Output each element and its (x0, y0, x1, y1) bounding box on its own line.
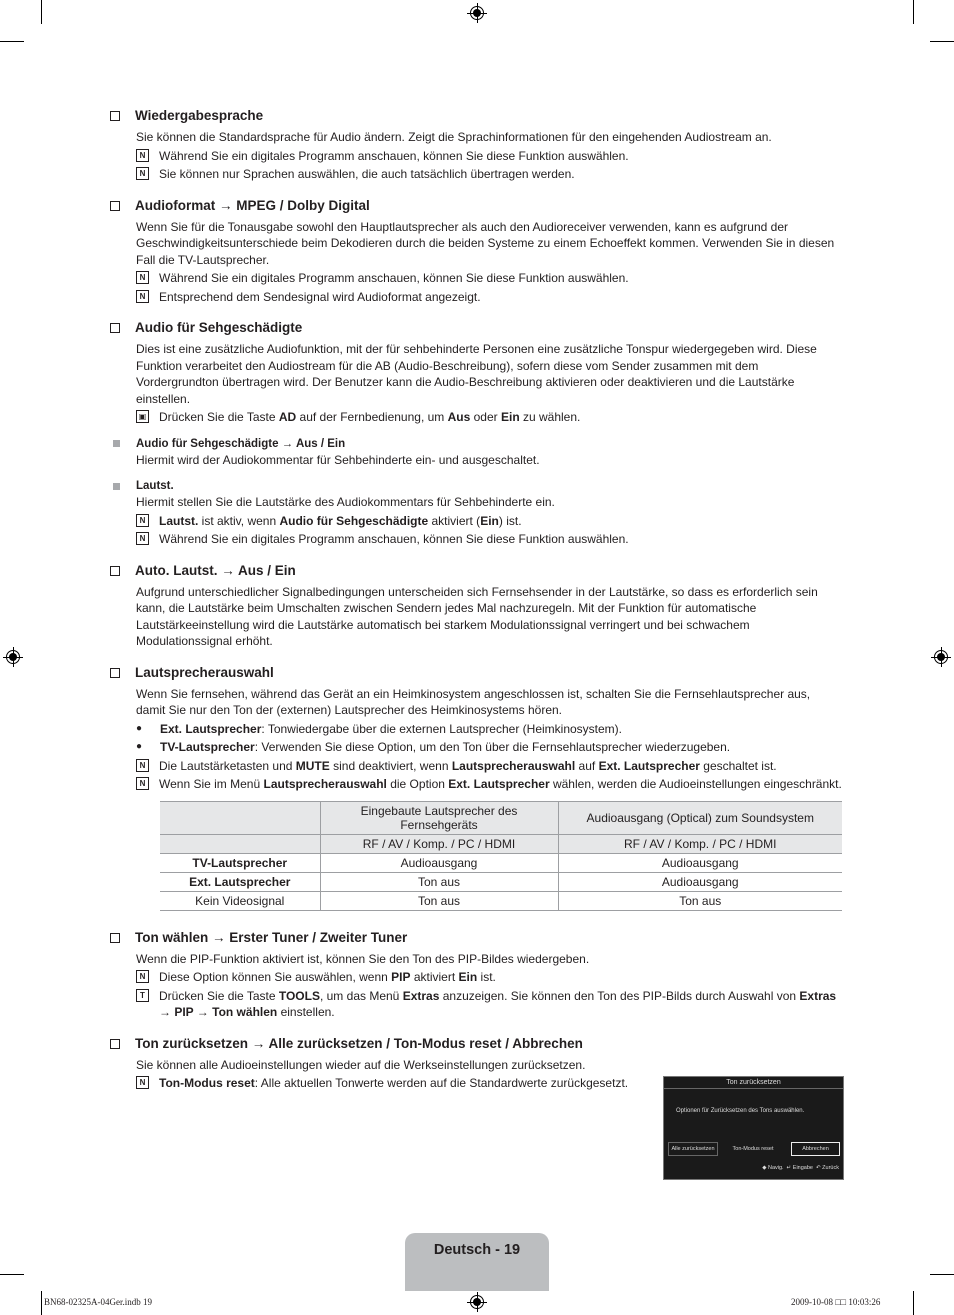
osd-message: Optionen für Zurücksetzen des Tons auswählen. (676, 1108, 805, 1114)
table-header-cell: Audioausgang (Optical) zum Soundsystem (558, 801, 842, 834)
section-body: Sie können die Standardsprache für Audio ändern. Zeigt die Sprachinformationen für den eingehenden Audiostream an. (136, 130, 772, 144)
section-heading: Wiedergabesprache (110, 107, 842, 125)
note: N Während Sie ein digitales Programm anschauen, können Sie diese Funktion auswählen. (136, 148, 842, 165)
checkbox-icon (110, 668, 120, 678)
note: N Die Lautstärketasten und MUTE sind deaktiviert, wenn Lautsprecherauswahl auf Ext. Lautsprecher geschaltet ist. (136, 758, 842, 775)
table-row (160, 891, 842, 910)
table-row-label: Ext. Lautsprecher (160, 872, 320, 891)
section-auto-lautst (110, 562, 842, 650)
osd-reset-all-button[interactable]: Alle zurücksetzen (668, 1142, 718, 1156)
note: N Wenn Sie im Menü Lautsprecherauswahl die Option Ext. Lautsprecher wählen, werden die Audioeinstellungen eingeschränkt. (136, 776, 842, 793)
note: N Sie können nur Sprachen auswählen, die auch tatsächlich übertragen werden. (136, 166, 842, 183)
subsection-heading: Audio für Sehgeschädigte → Aus / Ein (110, 436, 842, 452)
note-icon: N (136, 149, 149, 162)
note: N Lautst. ist aktiv, wenn Audio für Sehgeschädigte aktiviert (Ein) ist. (136, 513, 842, 530)
note-icon: N (136, 290, 149, 303)
note: N Entsprechend dem Sendesignal wird Audioformat angezeigt. (136, 289, 842, 306)
crop-mark (930, 41, 954, 42)
table-cell: Audioausgang (558, 872, 842, 891)
registration-mark-icon (467, 3, 487, 23)
subsection-body: Hiermit wird der Audiokommentar für Sehbehinderte ein- und ausgeschaltet. (136, 452, 540, 467)
note-icon: N (136, 532, 149, 545)
note-icon: N (136, 759, 149, 772)
section-audio-sehgeschaedigte (110, 319, 842, 548)
tools-icon: T (136, 989, 149, 1002)
subsection-heading: Lautst. (110, 478, 842, 494)
bullet-item: ● Ext. Lautsprecher: Tonwiedergabe über die externen Lautsprecher (Heimkinosystem). (136, 721, 623, 736)
checkbox-icon (110, 201, 120, 211)
table-subheader-cell: RF / AV / Komp. / PC / HDMI (320, 834, 558, 853)
note: N Während Sie ein digitales Programm anschauen, können Sie diese Funktion auswählen. (136, 531, 842, 548)
square-bullet-icon (113, 440, 120, 447)
table-row (160, 853, 842, 872)
section-ton-zuruecksetzen (110, 1035, 640, 1092)
osd-sound-mode-reset-button[interactable]: Ton-Modus reset (728, 1142, 778, 1156)
subsection-body: Hiermit stellen Sie die Lautstärke des Audiokommentars für Sehbehinderte ein. (136, 495, 555, 509)
crop-mark (41, 1291, 42, 1315)
section-audioformat (110, 197, 842, 306)
note-icon: N (136, 1076, 149, 1089)
osd-title: Ton zurücksetzen (726, 1079, 781, 1086)
section-wiedergabesprache (110, 107, 842, 183)
osd-navigation-hints: ◆ Navig. ↵ Eingabe ↶ Zurück (762, 1165, 839, 1171)
crop-mark (0, 1274, 24, 1275)
section-body: Wenn Sie für die Tonausgabe sowohl den Hauptlautsprecher als auch den Audioreceiver verwenden, kann es aufgrund der Geschwindigkeitsunterschiede beim Dekodieren durch die beiden Systeme zu einem Echoeffekt kommen. Verwenden Sie in diesen Fall die TV-Lautsprecher. (136, 219, 835, 267)
note-icon: N (136, 167, 149, 180)
checkbox-icon (110, 566, 120, 576)
table-row-label: Kein Videosignal (160, 891, 320, 910)
checkbox-icon (110, 111, 120, 121)
note: N Ton-Modus reset: Alle aktuellen Tonwerte werden auf die Standardwerte zurückgesetzt. (136, 1075, 640, 1092)
bullet-item: ● TV-Lautsprecher: Verwenden Sie diese Option, um den Ton über die Fernsehlautsprecher wiederzugeben. (136, 740, 731, 754)
section-heading: Ton wählen → Erster Tuner / Zweiter Tuner (110, 929, 842, 947)
table-subheader-cell: RF / AV / Komp. / PC / HDMI (558, 834, 842, 853)
table-row (160, 872, 842, 891)
note: T Drücken Sie die Taste TOOLS, um das Menü Extras anzuzeigen. Sie können den Ton des PIP-Bilds durch Auswahl von Extras → PIP → Ton wählen einstellen. (136, 988, 842, 1021)
note-icon: N (136, 970, 149, 983)
table-cell: Ton aus (320, 891, 558, 910)
checkbox-icon (110, 933, 120, 943)
section-lautsprecherauswahl (110, 664, 842, 911)
section-body: Wenn die PIP-Funktion aktiviert ist, können Sie den Ton des PIP-Bildes wiedergeben. (136, 951, 590, 966)
footer-timestamp: 2009-10-08 □□ 10:03:26 (791, 1297, 881, 1307)
subsection (110, 478, 842, 548)
crop-mark (913, 0, 914, 24)
checkbox-icon (110, 323, 120, 333)
note-icon: N (136, 777, 149, 790)
section-body: Dies ist eine zusätzliche Audiofunktion, mit der für sehbehinderte Personen eine zusätzliche Tonspur wiedergegeben wird. Diese Funktion verarbeitet den Audiostream für die AB (Audio-Beschreibung), sofern diese vom Sender zusammen mit dem Vordergrundton übertragen wird. Der Benutzer kann die Audio-Beschreibung aktivieren oder deaktivieren und die Lautstärke einstellen. (136, 342, 817, 406)
table-corner-cell (160, 801, 320, 834)
note: ▣ Drücken Sie die Taste AD auf der Fernbedienung, um Aus oder Ein zu wählen. (136, 409, 842, 426)
checkbox-icon (110, 1039, 120, 1049)
page-number: Deutsch - 19 (433, 1242, 521, 1258)
section-heading: Lautsprecherauswahl (110, 664, 842, 682)
table-cell: Ton aus (320, 872, 558, 891)
note-icon: N (136, 271, 149, 284)
crop-mark (0, 41, 24, 42)
crop-mark (930, 1274, 954, 1275)
table-cell: Audioausgang (320, 853, 558, 872)
section-heading: Ton zurücksetzen → Alle zurücksetzen / Ton-Modus reset / Abbrechen (110, 1035, 640, 1053)
note-icon: N (136, 514, 149, 527)
section-body: Sie können alle Audioeinstellungen wieder auf die Werkseinstellungen zurücksetzen. (136, 1057, 586, 1072)
remote-icon: ▣ (136, 410, 149, 423)
table-cell: Ton aus (558, 891, 842, 910)
osd-screenshot (663, 1076, 844, 1180)
page-number-box (405, 1233, 549, 1291)
crop-mark (41, 0, 42, 24)
note: N Diese Option können Sie auswählen, wenn PIP aktiviert Ein ist. (136, 969, 842, 986)
table-corner-cell (160, 834, 320, 853)
subsection (110, 436, 842, 469)
table-row-label: TV-Lautsprecher (160, 853, 320, 872)
table-header-cell: Eingebaute Lautsprecher des Fernsehgeräts (320, 801, 558, 834)
section-body: Wenn Sie fernsehen, während das Gerät an ein Heimkinosystem angeschlossen ist, schalten Sie die Fernsehlautsprecher aus, damit Sie nur den Ton der (externen) Lautsprecher des Heimkinosystems hören. (136, 686, 811, 717)
crop-mark (913, 1291, 914, 1315)
section-heading: Audioformat → MPEG / Dolby Digital (110, 197, 842, 215)
section-heading: Auto. Lautst. → Aus / Ein (110, 562, 842, 580)
manual-content (110, 107, 842, 1106)
note: N Während Sie ein digitales Programm anschauen, können Sie diese Funktion auswählen. (136, 270, 842, 287)
osd-divider (664, 1088, 843, 1089)
registration-mark-icon (3, 647, 23, 667)
table-cell: Audioausgang (558, 853, 842, 872)
section-ton-waehlen (110, 929, 842, 1021)
registration-mark-icon (467, 1292, 487, 1312)
bullet-icon: ● (136, 722, 143, 734)
osd-cancel-button[interactable]: Abbrechen (791, 1142, 840, 1156)
speaker-table (160, 801, 842, 911)
footer-file: BN68-02325A-04Ger.indb 19 (44, 1297, 152, 1307)
section-body: Aufgrund unterschiedlicher Signalbedingungen unterscheiden sich Fernsehsender in der Lautstärke, so dass es erforderlich sein kann, die Lautstärke beim Umschalten zwischen Sendern jedes Mal nachzuregeln. Mit der Funktion für automatische Lautstärkeeinstellung wird die Lautstärke automatisch bei starkem Modulationssignal verringert und bei schwachem Modulationssignal erhöht. (136, 584, 818, 648)
bullet-icon: ● (136, 741, 143, 752)
section-heading: Audio für Sehgeschädigte (110, 319, 842, 337)
square-bullet-icon (113, 483, 120, 490)
registration-mark-icon (931, 647, 951, 667)
